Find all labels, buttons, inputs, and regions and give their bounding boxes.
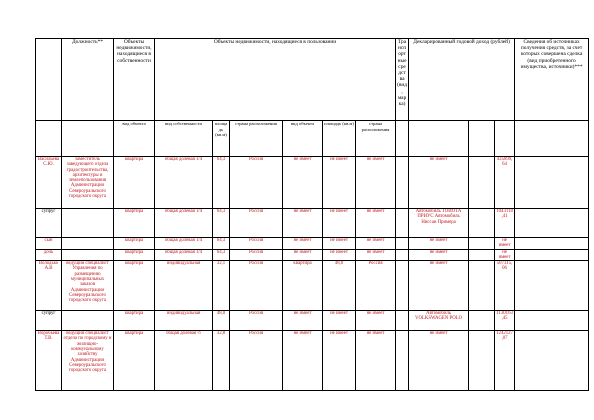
country-cell: Россия — [230, 157, 283, 209]
header-row — [36, 39, 589, 121]
object-type-cell: квартира — [114, 238, 155, 250]
country-cell: Россия — [230, 261, 283, 311]
header-position: Должность** — [62, 39, 114, 121]
transport-cell: не имеет — [409, 238, 469, 250]
person-position-cell: ведущий специалист Управления по размещению муниципальных заказов Администрации Североуральского городского округа — [62, 261, 114, 311]
person-position-cell: ведущий специалист отдела по городскому и жилищно-коммунальному хозяйству Администрации Североуральского городского округа — [62, 331, 114, 391]
income-cell: не имеет — [495, 249, 515, 261]
blank-cell — [469, 331, 495, 391]
object-type-cell: квартира — [114, 209, 155, 238]
area-cell: 64,3 — [213, 209, 230, 238]
income-cell: 507315,06 — [495, 261, 515, 311]
blank-cell — [469, 157, 495, 209]
person-position-cell — [62, 311, 114, 331]
ownership-type-cell: общая долевая 1/4 — [155, 238, 213, 250]
area-cell: 64,3 — [213, 157, 230, 209]
object-type-cell: квартира — [114, 157, 155, 209]
income-cell: 1130163,45 — [495, 311, 515, 331]
header-sources: Сведения об источниках получения средств, за счет которых совершена сделка (вид приобретенного имущества, источники)*** — [515, 39, 589, 121]
sources-cell — [515, 261, 589, 311]
subheader-used-country: страна расположения — [356, 121, 396, 157]
person-name-cell: Васильева С.Ю. — [36, 157, 62, 209]
header-transport: Транспортные средства (вид, марка) — [396, 39, 409, 121]
area-cell: 32,1 — [213, 261, 230, 311]
person-position-cell — [62, 209, 114, 238]
country-cell: Россия — [230, 331, 283, 391]
person-position-cell — [62, 238, 114, 250]
transport-cell: Автомобиль ТОЙОТА ПРИУС Автомобиль Ниссан Примера — [409, 209, 469, 238]
used-object-type-cell: не имеет — [283, 311, 323, 331]
blank-cell — [396, 238, 409, 250]
used-area-cell: не имеет — [323, 238, 356, 250]
subheader-country: страна расположения — [230, 121, 283, 157]
subheader-ownership-type: вид собственности — [155, 121, 213, 157]
sources-cell — [515, 209, 589, 238]
income-cell: 1242127,07 — [495, 331, 515, 391]
used-country-cell: не имеет — [356, 311, 396, 331]
blank-cell — [469, 311, 495, 331]
used-country-cell: не имеет — [356, 157, 396, 209]
object-type-cell: квартира — [114, 261, 155, 311]
header-owned-property: Объекты недвижимости, находящиеся в собственности — [114, 39, 155, 121]
country-cell: Россия — [230, 249, 283, 261]
income-cell: 435899,64 — [495, 157, 515, 209]
transport-cell: не имеет — [409, 331, 469, 391]
area-cell: 64,3 — [213, 249, 230, 261]
used-country-cell: не имеет — [356, 331, 396, 391]
header-used-property: Объекты недвижимости, находящиеся в пользовании — [155, 39, 396, 121]
person-name-cell: Володько А.В — [36, 261, 62, 311]
blank-cell — [396, 331, 409, 391]
ownership-type-cell: общая долевая 1/4 — [155, 157, 213, 209]
person-name-cell: супруг — [36, 311, 62, 331]
sources-cell — [515, 157, 589, 209]
person-position-cell — [62, 249, 114, 261]
person-name-cell: дочь — [36, 249, 62, 261]
used-country-cell: не имеет — [356, 238, 396, 250]
used-area-cell: не имеет — [323, 209, 356, 238]
blank-cell — [396, 311, 409, 331]
person-name-cell: супруг — [36, 209, 62, 238]
object-type-cell: квартира — [114, 249, 155, 261]
blank-cell — [396, 209, 409, 238]
income-cell: не имеет — [495, 238, 515, 250]
header-income: Декларированный годовой доход (рублей) — [409, 39, 515, 121]
sources-cell — [515, 331, 589, 391]
area-cell: 32,8 — [213, 331, 230, 391]
used-area-cell: не имеет — [323, 249, 356, 261]
blank-cell — [396, 157, 409, 209]
header-name-cell — [36, 39, 62, 121]
person-position-cell: заместитель заведующего отдела градостроительства, архитектуры и землепользования Администрации Североуральского городского округа — [62, 157, 114, 209]
blank-cell — [469, 209, 495, 238]
country-cell: Россия — [230, 311, 283, 331]
subheader-area: площадь (кв.м) — [213, 121, 230, 157]
declaration-table — [35, 38, 589, 391]
table-row — [36, 311, 589, 331]
blank-cell — [469, 238, 495, 250]
ownership-type-cell: общая долевая 1/4 — [155, 209, 213, 238]
transport-cell: Автомобиль VOLKSWAGEN POLO — [409, 311, 469, 331]
country-cell: Россия — [230, 209, 283, 238]
table-row — [36, 209, 589, 238]
used-object-type-cell: не имеет — [283, 157, 323, 209]
sources-cell — [515, 311, 589, 331]
subheader-object-type: вид объекта — [114, 121, 155, 157]
subheader-used-area: площадь (кв.м) — [323, 121, 356, 157]
transport-cell: не имеет — [409, 157, 469, 209]
table-row — [36, 238, 589, 250]
used-object-type-cell: не имеет — [283, 238, 323, 250]
used-object-type-cell: не имеет — [283, 249, 323, 261]
ownership-type-cell: общая долевая 1/4 — [155, 249, 213, 261]
income-cell: 1043118,41 — [495, 209, 515, 238]
person-name-cell: Воробьева Т.В. — [36, 331, 62, 391]
used-area-cell: не имеет — [323, 157, 356, 209]
used-country-cell: не имеет — [356, 249, 396, 261]
object-type-cell: квартира — [114, 311, 155, 331]
ownership-type-cell: общая долевая ½ — [155, 331, 213, 391]
sources-cell — [515, 249, 589, 261]
used-area-cell: 48,0 — [323, 261, 356, 311]
transport-cell: не имеет — [409, 249, 469, 261]
used-object-type-cell: не имеет — [283, 209, 323, 238]
blank-cell — [396, 261, 409, 311]
area-cell: 48,0 — [213, 311, 230, 331]
used-country-cell: Россия — [356, 261, 396, 311]
country-cell: Россия — [230, 238, 283, 250]
table-row — [36, 249, 589, 261]
used-object-type-cell: не имеет — [283, 331, 323, 391]
used-area-cell: не имеет — [323, 311, 356, 331]
sources-cell — [515, 238, 589, 250]
subheader-used-object-type: вид объекта — [283, 121, 323, 157]
subheader-row — [36, 121, 589, 157]
ownership-type-cell: индивидуальная — [155, 311, 213, 331]
used-area-cell: не имеет — [323, 331, 356, 391]
person-name-cell: сын — [36, 238, 62, 250]
blank-cell — [396, 249, 409, 261]
table-row — [36, 157, 589, 209]
transport-cell: не имеет — [409, 261, 469, 311]
object-type-cell: квартира — [114, 331, 155, 391]
ownership-type-cell: индивидуальная — [155, 261, 213, 311]
table-row — [36, 331, 589, 391]
blank-cell — [469, 249, 495, 261]
used-object-type-cell: квартира — [283, 261, 323, 311]
table-row — [36, 261, 589, 311]
blank-cell — [469, 261, 495, 311]
area-cell: 64,3 — [213, 238, 230, 250]
used-country-cell: не имеет — [356, 209, 396, 238]
